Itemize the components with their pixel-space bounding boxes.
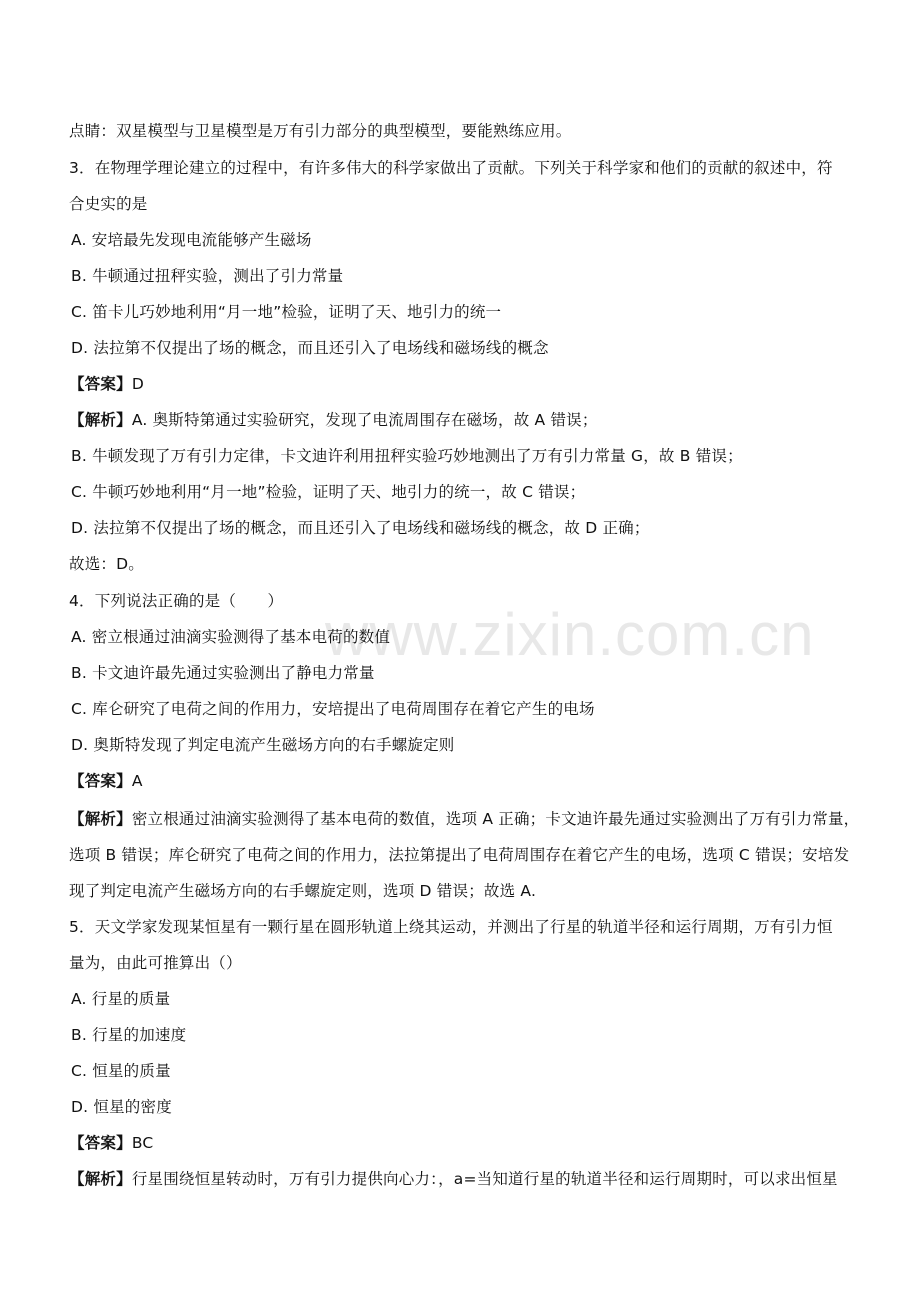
analysis-conclusion: 故选：D。 <box>69 555 144 573</box>
analysis-line-c: C. 牛顿巧妙地利用“月一地”检验，证明了天、地引力的统一，故 C 错误； <box>71 483 586 501</box>
answer-label: 【答案】 <box>69 772 132 790</box>
question-5-option-a: A. 行星的质量 <box>71 990 171 1008</box>
analysis-label: 【解析】 <box>69 411 132 429</box>
question-3-analysis <box>69 410 880 430</box>
question-5-stem-cont: 量为，由此可推算出（） <box>69 954 242 972</box>
question-3-option-b: B. 牛顿通过扭秤实验，测出了引力常量 <box>71 267 344 285</box>
question-5-stem: 5．天文学家发现某恒星有一颗行星在圆形轨道上绕其运动，并测出了行星的轨道半径和运行周期，万有引力恒 <box>69 918 833 936</box>
analysis-text: 密立根通过油滴实验测得了基本电荷的数值，选项 A 正确；卡文迪许最先通过实验测出了万有引力常量， <box>131 810 860 828</box>
question-4-stem: 4．下列说法正确的是（ ） <box>69 592 284 610</box>
question-4-analysis <box>69 809 880 829</box>
answer-label: 【答案】 <box>69 375 132 393</box>
question-4-option-d: D. 奥斯特发现了判定电流产生磁场方向的右手螺旋定则 <box>71 736 455 754</box>
analysis-text: 行星围绕恒星转动时，万有引力提供向心力：，a=当知道行星的轨道半径和运行周期时，可以求出恒星 <box>131 1170 838 1188</box>
analysis-line-d: D. 法拉第不仅提出了场的概念，而且还引入了电场线和磁场线的概念，故 D 正确； <box>71 519 650 537</box>
question-4-option-a: A. 密立根通过油滴实验测得了基本电荷的数值 <box>71 628 391 646</box>
answer-value: BC <box>131 1134 154 1152</box>
watermark: www.zixin.com.cn <box>325 601 815 668</box>
question-3-answer <box>69 374 880 394</box>
question-3-option-c: C. 笛卡儿巧妙地利用“月一地”检验，证明了天、地引力的统一 <box>71 303 502 321</box>
question-4-answer <box>69 771 880 791</box>
question-3-option-a: A. 安培最先发现电流能够产生磁场 <box>71 231 312 249</box>
question-3-stem: 3．在物理学理论建立的过程中，有许多伟大的科学家做出了贡献。下列关于科学家和他们的贡献的叙述中，符 <box>69 159 833 177</box>
question-3-option-d: D. 法拉第不仅提出了场的概念，而且还引入了电场线和磁场线的概念 <box>71 339 549 357</box>
question-4-option-c: C. 库仑研究了电荷之间的作用力，安培提出了电荷周围存在着它产生的电场 <box>71 700 595 718</box>
answer-value: D <box>131 375 144 393</box>
question-5-answer <box>69 1133 880 1153</box>
tip-line: 点睛：双星模型与卫星模型是万有引力部分的典型模型，要能熟练应用。 <box>69 122 572 140</box>
analysis-label: 【解析】 <box>69 1170 132 1188</box>
question-4-analysis-cont-1: 选项 B 错误；库仑研究了电荷之间的作用力，法拉第提出了电荷周围存在着它产生的电场，选项 C 错误；安培发 <box>69 846 850 864</box>
question-5-option-c: C. 恒星的质量 <box>71 1062 171 1080</box>
answer-label: 【答案】 <box>69 1134 132 1152</box>
question-4-analysis-cont-2: 现了判定电流产生磁场方向的右手螺旋定则，选项 D 错误；故选 A. <box>69 882 537 900</box>
answer-value: A <box>131 772 143 790</box>
analysis-line-b: B. 牛顿发现了万有引力定律，卡文迪许利用扭秤实验巧妙地测出了万有引力常量 G，故 B 错误； <box>71 447 743 465</box>
question-5-analysis <box>69 1169 880 1189</box>
question-3-stem-cont: 合史实的是 <box>69 195 148 213</box>
analysis-label: 【解析】 <box>69 810 132 828</box>
analysis-text: A. 奥斯特第通过实验研究，发现了电流周围存在磁场，故 A 错误； <box>131 411 598 429</box>
question-5-option-b: B. 行星的加速度 <box>71 1026 187 1044</box>
question-5-option-d: D. 恒星的密度 <box>71 1098 172 1116</box>
question-4-option-b: B. 卡文迪许最先通过实验测出了静电力常量 <box>71 664 375 682</box>
